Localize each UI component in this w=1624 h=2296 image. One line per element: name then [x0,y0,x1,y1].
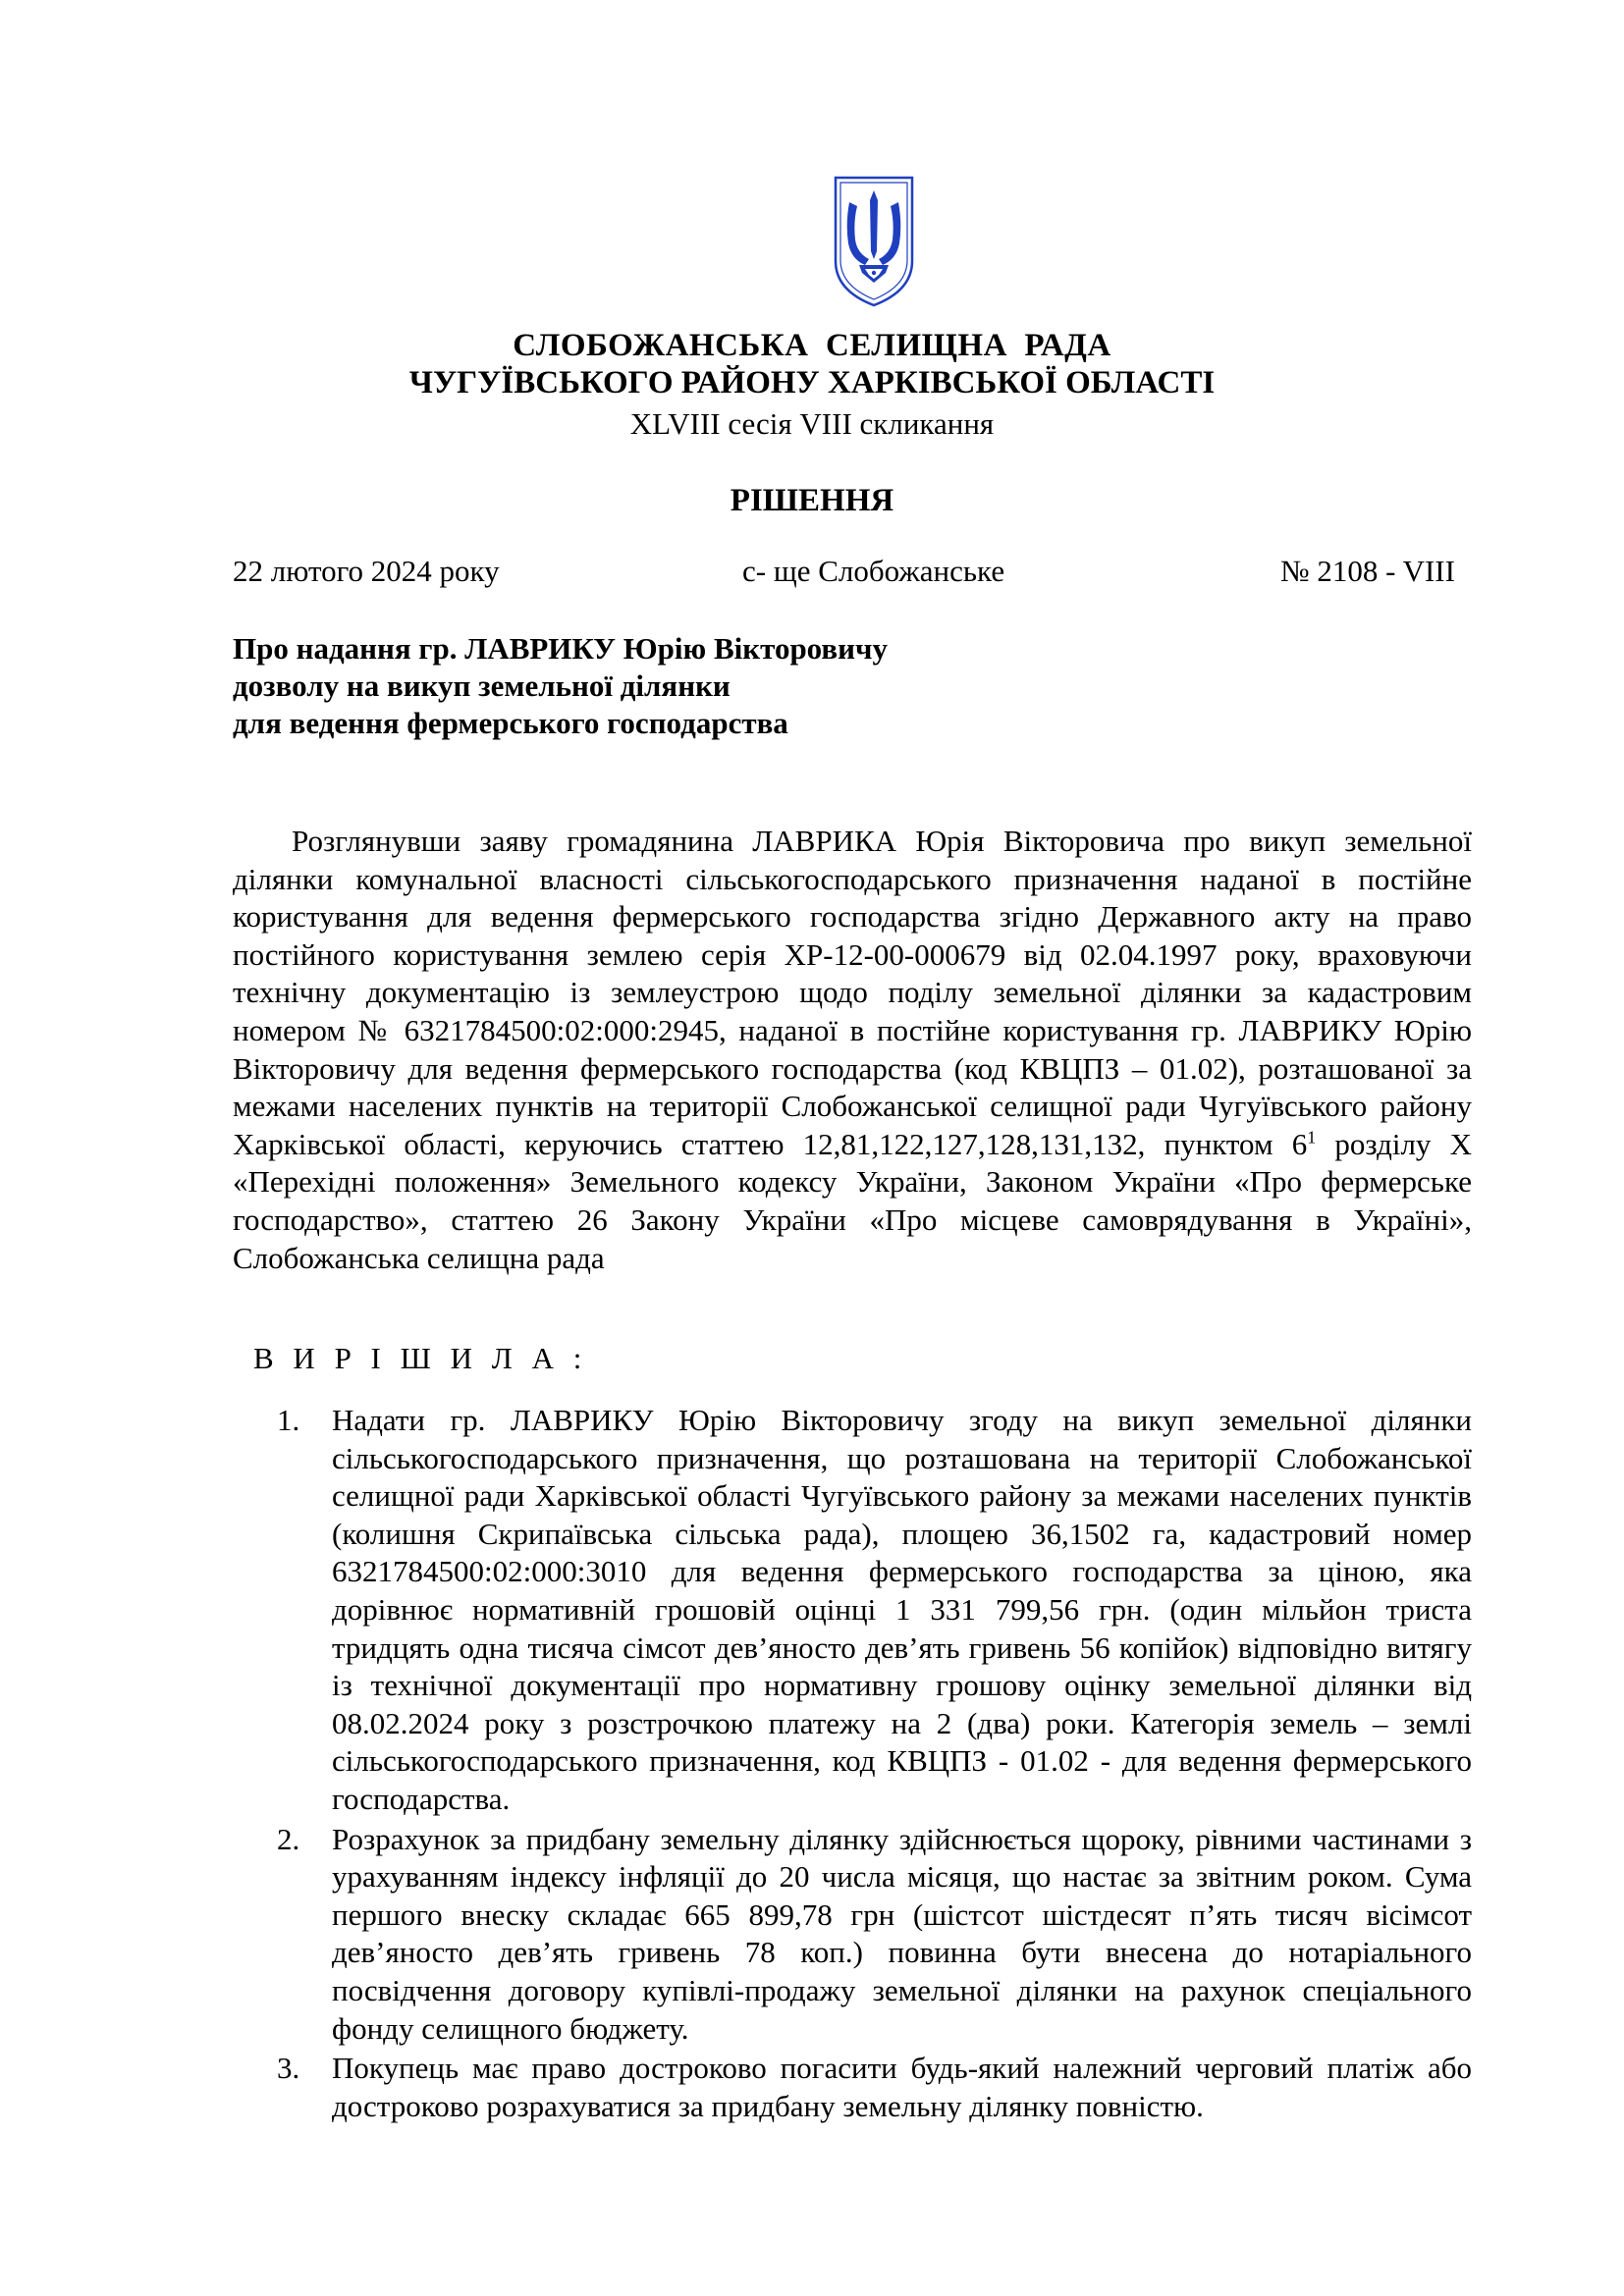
decision-place: с- ще Слобожанське [742,554,1005,588]
council-name: СЛОБОЖАНСЬКА СЕЛИЩНА РАДА [513,328,1111,363]
preamble-paragraph [233,823,1472,1277]
decision-date: 22 лютого 2024 року [233,554,500,588]
council-region: ЧУГУЇВСЬКОГО РАЙОНУ ХАРКІВСЬКОЇ ОБЛАСТІ [408,365,1216,400]
item-text: Надати гр. ЛАВРИКУ Юрію Вікторовичу згоду на викуп земельної ділянки сільськогосподарського призначення, що розташована на території Слобожанської селищної ради Харківської області Чугуївського району за межами населених пунктів (колишня Скрипаївська сільська рада), площею 36,1502 га, кадастровий номер 6321784500:02:000:3010 для ведення фермерського господарства за ціною, яка дорівнює нормативній грошовій оцінці 1 331 799,56 грн. (один мільйон триста тридцять одна тисяча сімсот дев’яносто дев’ять гривень 56 копійок) відповідно витягу із технічної документації про нормативну грошову оцінку земельної ділянки від 08.02.2024 року з розстрочкою платежу на 2 (два) роки. Категорія земель – землі сільськогосподарського призначення, код КВЦПЗ - 01.02 - для ведення фермерського господарства. [332,1403,1472,1816]
decision-subject [233,630,888,742]
resolved-heading: В И Р І Ш И Л А : [253,1341,588,1375]
document-type-title: РІШЕННЯ [730,483,894,518]
decision-number: № 2108 - VIII [1280,554,1455,588]
subject-line: Про надання гр. ЛАВРИКУ Юрію Вікторовичу [233,631,888,666]
decision-item [277,1821,1472,2049]
decision-items [277,1402,1472,2127]
preamble-text-continued: розділу Х «Перехідні положення» Земельного кодексу України, Законом України «Про фермерське господарство», статтею 26 Закону України «Про місцеве самоврядування в Україні», Слобожанська селищна рада [233,1126,1472,1275]
preamble-superscript: 1 [1307,1127,1317,1148]
item-text: Розрахунок за придбану земельну ділянку здійснюється щороку, рівними частинами з урахуванням індексу інфляції до 20 числа місяця, що настає за звітним роком. Сума першого внеску складає 665 899,78 грн (шістсот шістдесят п’ять тисяч вісімсот дев’яносто дев’ять гривень 78 коп.) повинна бути внесена до нотаріального посвідчення договору купівлі-продажу земельної ділянки на рахунок спеціального фонду селищного бюджету. [332,1821,1472,2046]
decision-item [277,1402,1472,1819]
item-text: Покупець має право достроково погасити будь-який належний черговий платіж або достроково розрахуватися за придбану земельну ділянку повністю. [332,2051,1472,2123]
tryzub-coat-of-arms-icon [832,175,916,308]
item-number: 1. [277,1403,300,1437]
decision-item [277,2050,1472,2125]
subject-line: дозволу на викуп земельної ділянки [233,668,731,703]
preamble-text: Розглянувши заяву громадянина ЛАВРИКА Юрія Вікторовича про викуп земельної ділянки комунальної власності сільськогосподарського призначення наданої в постійне користування для ведення фермерського господарства згідно Державного акту на право постійного користування землею серія ХР-12-00-000679 від 02.04.1997 року, враховуючи технічну документацію із землеустрою щодо поділу земельної ділянки за кадастровим номером № 6321784500:02:000:2945, наданої в постійне користування гр. ЛАВРИКУ Юрію Вікторовичу для ведення фермерського господарства (код КВЦПЗ – 01.02), розташованої за межами населених пунктів на території Слобожанської селищної ради Чугуївського району Харківської області, керуючись статтею 12,81,122,127,128,131,132, пунктом 6 [233,824,1472,1161]
subject-line: для ведення фермерського господарства [233,706,788,740]
session-info: XLVIII сесія VIII скликання [629,406,995,441]
item-number: 3. [277,2051,300,2086]
item-number: 2. [277,1821,300,1856]
